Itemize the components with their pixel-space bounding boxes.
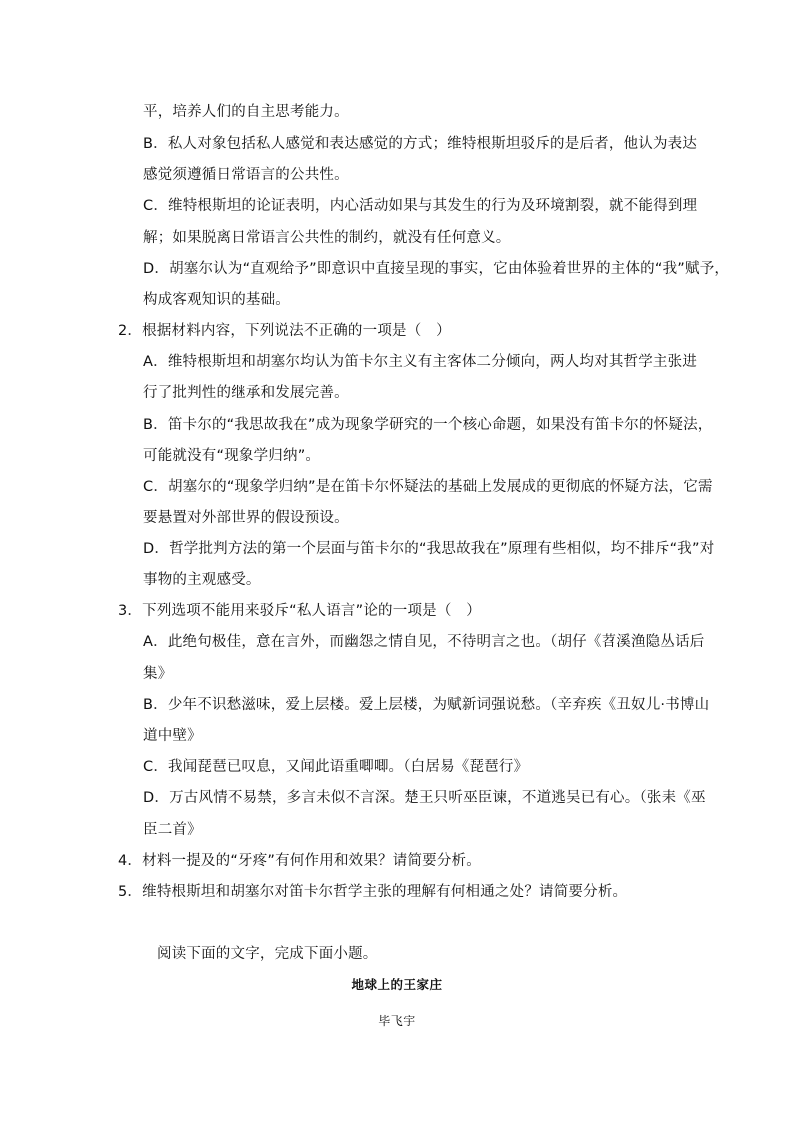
text-line: 道中壁》	[143, 728, 202, 744]
option-d-line: D．胡塞尔认为“直观给予”即意识中直接呈现的事实，它由体验着世界的主体的“我”赋予，	[143, 261, 730, 277]
option-b-line: B．私人对象包括私人感觉和表达感觉的方式；维特根斯坦驳斥的是后者，他认为表达	[143, 136, 698, 152]
option-c-line: C．我闻琵琶已叹息，又闻此语重唧唧。（白居易《琵琶行》	[143, 759, 529, 775]
text-line: 要悬置对外部世界的假设预设。	[143, 510, 349, 526]
text-line: 臣二首》	[143, 822, 202, 838]
option-d-line: D．哲学批判方法的第一个层面与笛卡尔的“我思故我在”原理有些相似，均不排斥“我”对	[143, 541, 715, 557]
text-line: 解；如果脱离日常语言公共性的制约，就没有任何意义。	[143, 230, 511, 246]
question-4: 4．材料一提及的“牙疼”有何作用和效果？请简要分析。	[118, 853, 481, 869]
option-a-line: A．此绝句极佳，意在言外，而幽怨之情自见，不待明言之也。（胡仔《苕溪渔隐丛话后	[143, 634, 705, 650]
option-d-line: D．万古风情不易禁，多言未似不言深。楚王只听巫臣谏，不道逃吴已有心。（张耒《巫	[143, 790, 706, 806]
text-line: 平，培养人们的自主思考能力。	[143, 104, 349, 120]
question-2: 2．根据材料内容，下列说法不正确的一项是（ ）	[118, 323, 451, 339]
question-5: 5．维特根斯坦和胡塞尔对笛卡尔哲学主张的理解有何相通之处？请简要分析。	[118, 884, 628, 900]
article-author: 毕飞宇	[378, 1014, 416, 1028]
question-3: 3．下列选项不能用来驳斥“私人语言”论的一项是（ ）	[118, 603, 481, 619]
text-line: 可能就没有“现象学归纳”。	[143, 448, 321, 464]
text-line: 构成客观知识的基础。	[143, 292, 290, 308]
option-b-line: B．笛卡尔的“我思故我在”成为现象学研究的一个核心命题，如果没有笛卡尔的怀疑法，	[143, 417, 713, 433]
option-a-line: A．维特根斯坦和胡塞尔均认为笛卡尔主义有主客体二分倾向，两人均对其哲学主张进	[143, 354, 698, 370]
option-b-line: B．少年不识愁滋味，爱上层楼。爱上层楼，为赋新词强说愁。（辛弃疾《丑奴儿·书博山	[143, 697, 710, 713]
option-c-line: C．胡塞尔的“现象学归纳”是在笛卡尔怀疑法的基础上发展成的更彻底的怀疑方法，它需	[143, 479, 713, 495]
article-title: 地球上的王家庄	[351, 977, 443, 992]
text-line: 行了批判性的继承和发展完善。	[143, 385, 349, 401]
reading-instruction: 阅读下面的文字，完成下面小题。	[157, 946, 378, 962]
text-line: 集》	[143, 666, 173, 682]
text-line: 事物的主观感受。	[143, 572, 261, 588]
option-c-line: C．维特根斯坦的论证表明，内心活动如果与其发生的行为及环境割裂，就不能得到理	[143, 198, 698, 214]
text-line: 感觉须遵循日常语言的公共性。	[143, 167, 349, 183]
